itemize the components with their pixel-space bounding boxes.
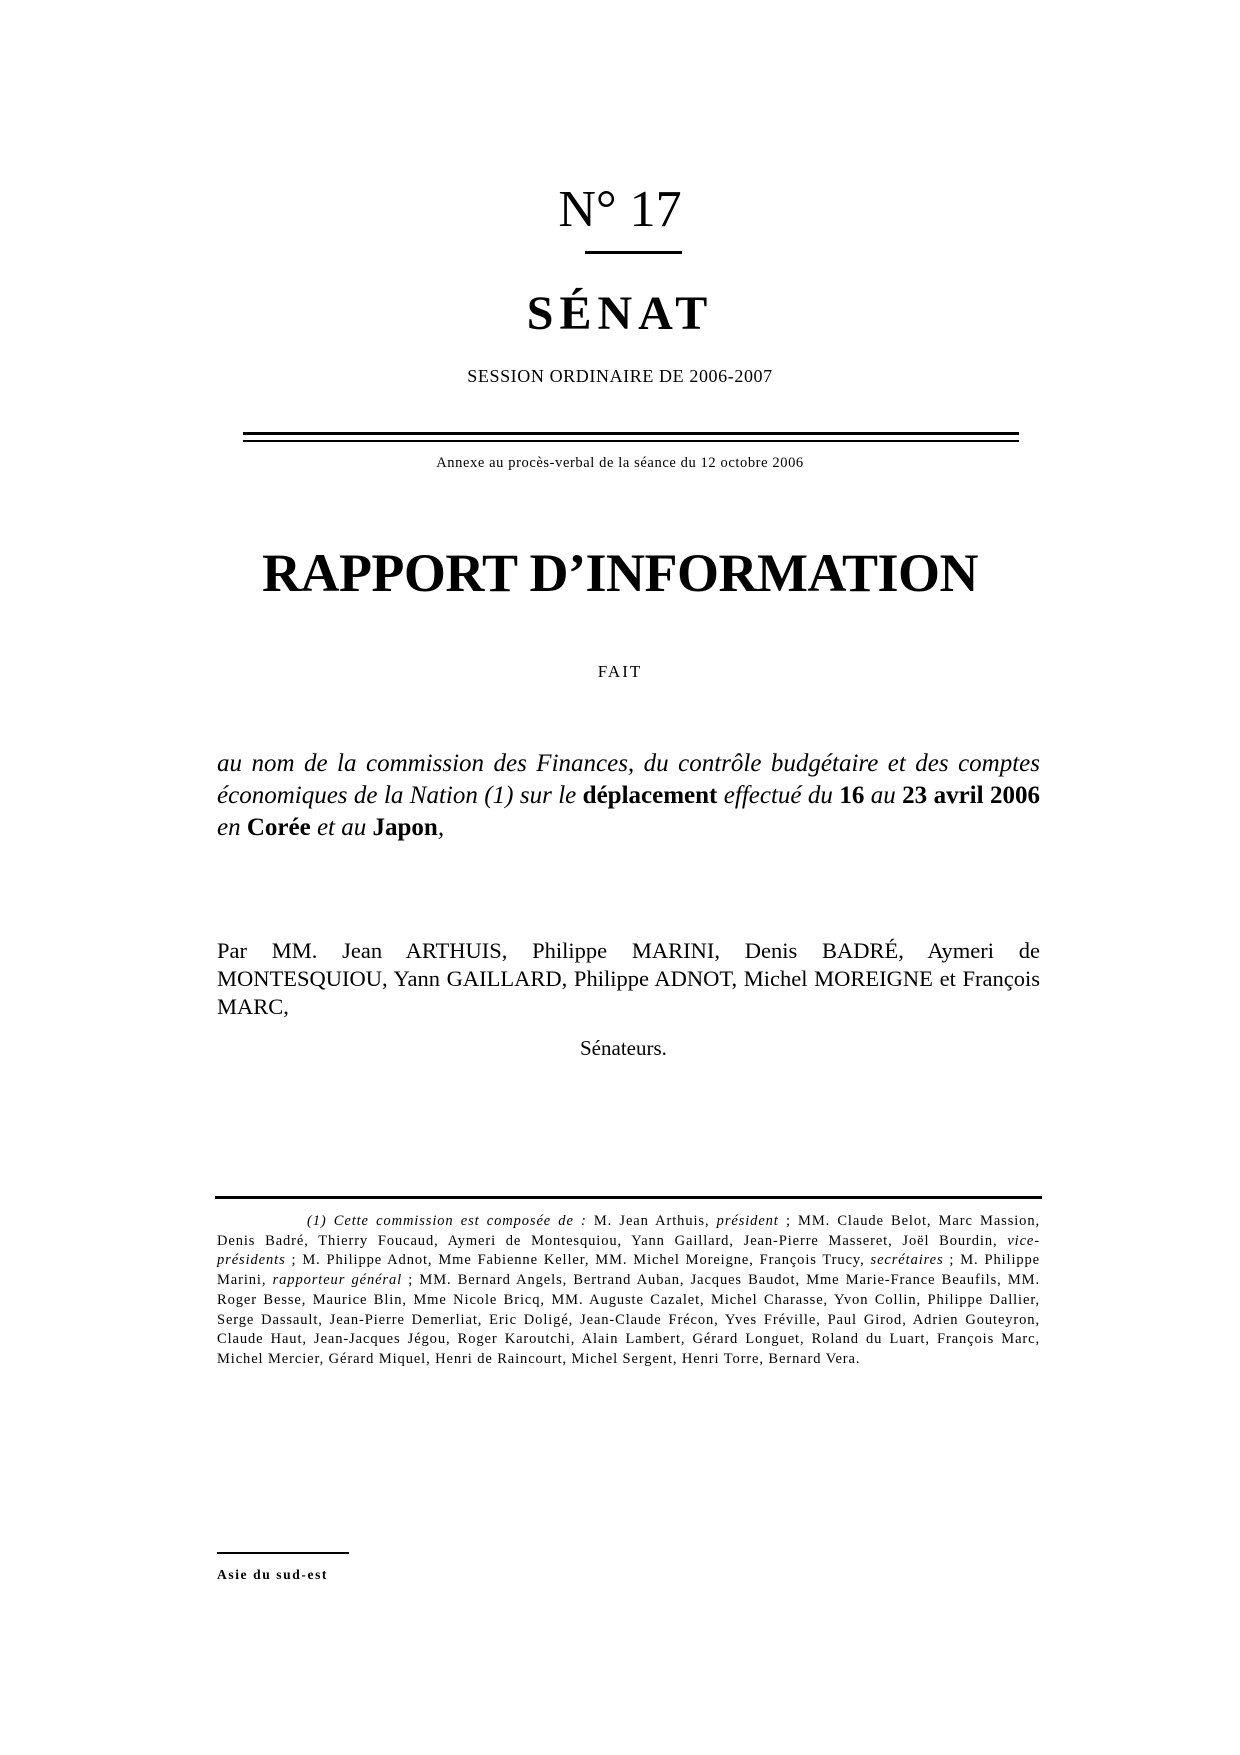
subject-text: , (437, 814, 445, 841)
annexe-line: Annexe au procès-verbal de la séance du 12 octobre 2006 (436, 455, 804, 471)
subject-text: au (864, 782, 903, 809)
footnote-text: ; MM. Bernard Angels, Bertrand Auban, Jacques Baudot, Mme Marie-France Beaufils, MM. Roger Besse, Maurice Blin, Mme Nicole Bricq, MM. Auguste Cazalet, Michel Charasse, Yvon Collin, Philippe Dallier, Serge Dassault, Jean-Pierre Demerliat, Eric Doligé, Jean-Claude Frécon, Yves Fréville, Paul Girod, Adrien Gouteyron, Claude Haut, Jean-Jacques Jégou, Roger Karoutchi, Alain Lambert, Gérard Longuet, Roland du Luart, François Marc, Michel Mercier, Gérard Miquel, Henri de Raincourt, Michel Sergent, Henri Torre, Bernard Vera. (217, 1272, 1040, 1367)
subject-date-start: 16 (839, 782, 865, 809)
document-number: N° 17 (558, 181, 682, 238)
senateurs-label: Sénateurs. (580, 1036, 667, 1060)
separator-rule-bottom (243, 440, 1019, 442)
separator-rule-top (243, 432, 1019, 435)
number-underline (585, 251, 682, 254)
subject-text: en (217, 814, 247, 841)
footnote-role: président (716, 1213, 779, 1229)
report-title: RAPPORT D’INFORMATION (261, 543, 979, 603)
chamber-name: SÉNAT (526, 287, 714, 340)
authors-list: Par MM. Jean ARTHUIS, Philippe MARINI, Denis BADRÉ, Aymeri de MONTESQUIOU, Yann GAILLARD, Philippe ADNOT, Michel MOREIGNE et François MARC, (217, 938, 1040, 1019)
subject-text: effectué du (717, 782, 840, 809)
footnote-intro: (1) Cette commission est composée de : (307, 1213, 587, 1229)
footnote (217, 1212, 1040, 1370)
footnote-text: M. Jean Arthuis, (586, 1213, 717, 1229)
fait-label: FAIT (597, 662, 643, 681)
subject-text: et au (310, 814, 373, 841)
footnote-text: ; M. Philippe Adnot, Mme Fabienne Keller, MM. Michel Moreigne, François Trucy, (285, 1252, 871, 1269)
footnote-text: ; M. Philippe Marini, (217, 1252, 1041, 1289)
session-line: SESSION ORDINAIRE DE 2006-2007 (467, 366, 773, 386)
subject-country-korea: Corée (246, 814, 311, 841)
region-rule (217, 1552, 349, 1554)
report-subject (217, 748, 1040, 844)
subject-country-japan: Japon (372, 814, 438, 841)
footnote-role: rapporteur général (272, 1272, 403, 1289)
subject-date-end: 23 avril 2006 (902, 782, 1040, 809)
subject-text: au nom de la commission des Finances, du contrôle budgétaire et des comptes économiques de la Nation (1) sur le (217, 750, 1040, 809)
region-label: Asie du sud-est (217, 1567, 329, 1582)
footnote-rule (215, 1196, 1042, 1199)
footnote-role: secrétaires (870, 1252, 944, 1269)
footnote-role: vice-présidents (217, 1232, 1040, 1269)
subject-deplacement: déplacement (582, 782, 718, 809)
footnote-text: ; MM. Claude Belot, Marc Massion, Denis Badré, Thierry Foucaud, Aymeri de Montesquiou, Yann Gaillard, Jean-Pierre Masseret, Joël Bourdin, (217, 1213, 1040, 1249)
